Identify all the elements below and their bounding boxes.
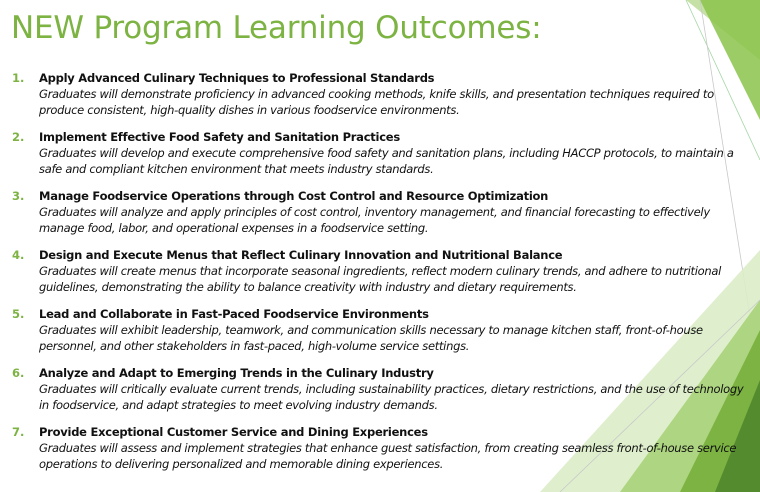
outcome-number: 7. bbox=[12, 425, 25, 439]
outcome-heading: Manage Foodservice Operations through Cost Control and Resource Optimization bbox=[39, 189, 549, 203]
outcome-description: Graduates will assess and implement strategies that enhance guest satisfaction, from creating seamless front-of-house service operations to delivering personalized and memorable dining experiences. bbox=[39, 441, 737, 471]
outcome-body bbox=[39, 424, 751, 472]
outcome-heading: Apply Advanced Culinary Techniques to Professional Standards bbox=[39, 71, 435, 85]
outcome-heading: Design and Execute Menus that Reflect Culinary Innovation and Nutritional Balance bbox=[39, 248, 563, 262]
outcome-description: Graduates will critically evaluate current trends, including sustainability practices, dietary restrictions, and the use of technology in foodservice, and adapt strategies to meet evolving industry demands. bbox=[39, 382, 744, 412]
outcome-body bbox=[39, 365, 751, 413]
outcome-description: Graduates will create menus that incorporate seasonal ingredients, reflect modern culinary trends, and adhere to nutritional guidelines, demonstrating the ability to balance creativity with industry and dietary requirements. bbox=[39, 264, 721, 294]
outcome-body bbox=[39, 247, 751, 295]
outcome-number: 6. bbox=[12, 366, 25, 380]
outcome-heading: Implement Effective Food Safety and Sanitation Practices bbox=[39, 130, 400, 144]
outcome-body bbox=[39, 129, 751, 177]
outcome-number: 3. bbox=[12, 189, 25, 203]
outcome-number: 2. bbox=[12, 130, 25, 144]
outcome-description: Graduates will exhibit leadership, teamwork, and communication skills necessary to manage kitchen staff, front-of-house personnel, and other stakeholders in fast-paced, high-volume service settings. bbox=[39, 323, 703, 353]
outcome-heading: Provide Exceptional Customer Service and Dining Experiences bbox=[39, 425, 428, 439]
outcome-heading: Analyze and Adapt to Emerging Trends in the Culinary Industry bbox=[39, 366, 434, 380]
outcome-description: Graduates will demonstrate proficiency in advanced cooking methods, knife skills, and presentation techniques required to produce consistent, high-quality dishes in various foodservice environments. bbox=[39, 87, 714, 117]
outcome-body bbox=[39, 70, 751, 118]
outcome-body bbox=[39, 188, 751, 236]
outcome-number: 4. bbox=[12, 248, 25, 262]
outcome-description: Graduates will analyze and apply principles of cost control, inventory management, and financial forecasting to effectively manage food, labor, and operational expenses in a foodservice setting. bbox=[39, 205, 710, 235]
slide-title: NEW Program Learning Outcomes: bbox=[11, 10, 542, 46]
outcome-heading: Lead and Collaborate in Fast-Paced Foodservice Environments bbox=[39, 307, 429, 321]
outcome-description: Graduates will develop and execute comprehensive food safety and sanitation plans, including HACCP protocols, to maintain a safe and compliant kitchen environment that meets industry standards. bbox=[39, 146, 734, 176]
outcome-number: 5. bbox=[12, 307, 25, 321]
outcome-body bbox=[39, 306, 751, 354]
outcome-number: 1. bbox=[12, 71, 25, 85]
